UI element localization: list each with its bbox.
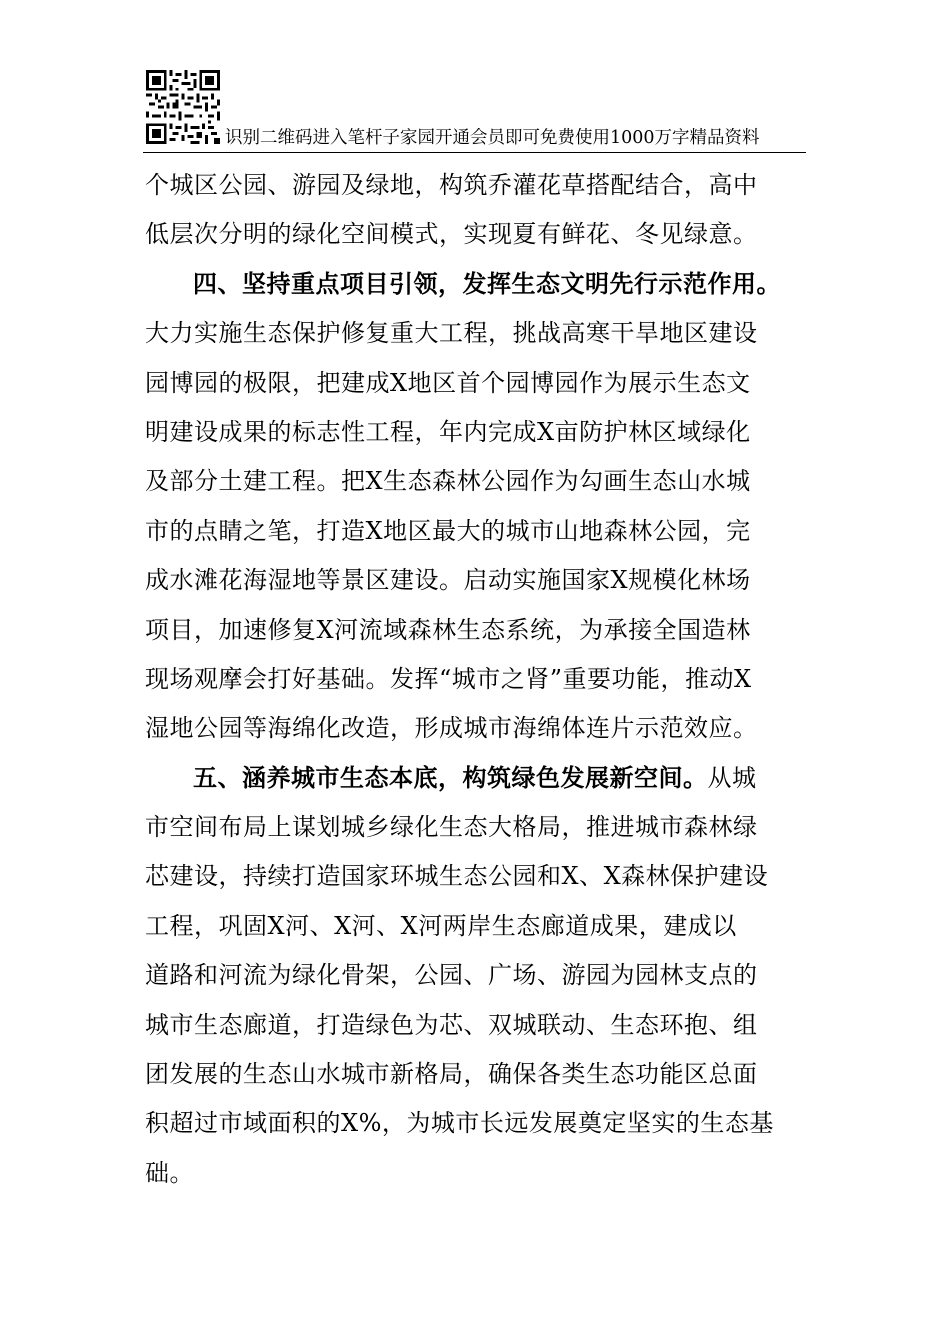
- text-line: 大力实施生态保护修复重大工程，挑战高寒干旱地区建设: [145, 319, 758, 348]
- text-line: 现场观摩会打好基础。发挥“城市之肾”重要功能，推动X: [145, 664, 752, 693]
- text-line: 成水滩花海湿地等景区建设。启动实施国家X规模化林场: [145, 566, 751, 595]
- section-heading-five: 五、涵养城市生态本底，构筑绿色发展新空间。: [193, 763, 708, 792]
- text-line: 础。: [145, 1158, 194, 1187]
- text-line: 个城区公园、游园及绿地，构筑乔灌花草搭配结合，高中: [145, 171, 758, 199]
- text-line: 积超过市域面积的X%，为城市长远发展奠定坚实的生态基: [145, 1109, 774, 1138]
- text-line: 工程，巩固X河、X河、X河两岸生态廊道成果，建成以: [145, 911, 737, 940]
- header-divider: [143, 152, 806, 153]
- text-line: 道路和河流为绿化骨架，公园、广场、游园为园林支点的: [145, 961, 758, 990]
- text-line: 明建设成果的标志性工程，年内完成X亩防护林区域绿化: [145, 417, 751, 446]
- text-line: 低层次分明的绿化空间模式，实现夏有鲜花、冬见绿意。: [145, 220, 758, 249]
- text-line: 市的点睛之笔，打造X地区最大的城市山地森林公园，完: [145, 516, 751, 545]
- text-run: 从城: [707, 763, 757, 792]
- text-line: 芯建设，持续打造国家环城生态公园和X、X森林保护建设: [145, 862, 769, 891]
- text-line: 城市生态廊道，打造绿色为芯、双城联动、生态环抱、组: [145, 1010, 758, 1039]
- section-heading-four: 四、坚持重点项目引领，发挥生态文明先行示范作用。: [193, 269, 781, 298]
- qr-code-icon[interactable]: [146, 70, 220, 144]
- text-line: 团发展的生态山水城市新格局，确保各类生态功能区总面: [145, 1060, 758, 1089]
- text-line: 及部分土建工程。把X生态森林公园作为勾画生态山水城: [145, 467, 751, 496]
- text-line: 湿地公园等海绵化改造，形成城市海绵体连片示范效应。: [145, 714, 758, 743]
- text-line: 市空间布局上谋划城乡绿化生态大格局，推进城市森林绿: [145, 813, 758, 842]
- paragraph-heading-line: [145, 754, 808, 803]
- header-promo-text: 识别二维码进入笔杆子家园开通会员即可免费使用1000万字精品资料: [225, 128, 760, 148]
- paragraph-heading-line: [145, 260, 808, 309]
- text-line: 项目，加速修复X河流域森林生态系统，为承接全国造林: [145, 615, 751, 644]
- page-header: [143, 68, 806, 152]
- text-line: 园博园的极限，把建成X地区首个园博园作为展示生态文: [145, 368, 751, 397]
- body-text: [145, 161, 808, 1198]
